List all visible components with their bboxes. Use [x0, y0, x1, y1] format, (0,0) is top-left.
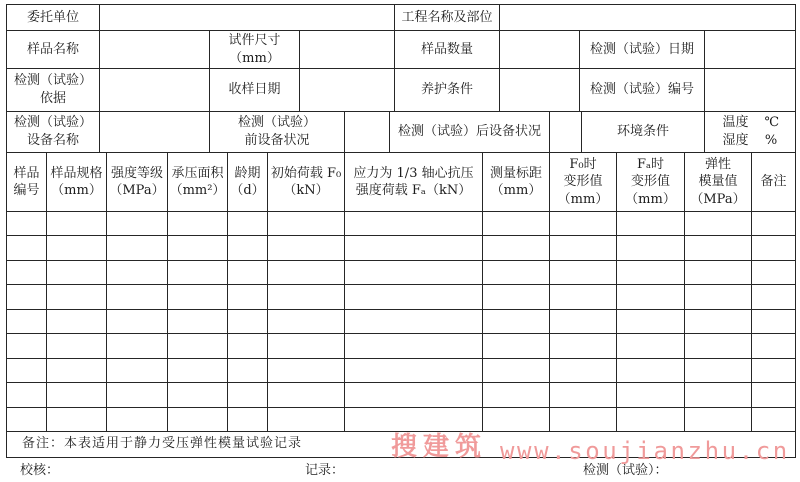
- col-header-deformation-fa: [617, 153, 685, 212]
- cell-elastic-modulus: [685, 359, 752, 383]
- cell-age: [228, 359, 268, 383]
- col-header-unit: （kN）: [283, 183, 329, 198]
- cell-sample-no: [7, 310, 47, 334]
- checker-label: 校核：: [20, 463, 60, 478]
- cell-deformation-f0: [550, 310, 617, 334]
- temperature-humidity-cell: [705, 112, 796, 153]
- cell-bearing-area: [168, 334, 228, 358]
- cell-age: [228, 212, 268, 236]
- cell-age: [228, 236, 268, 260]
- cell-elastic-modulus: [685, 383, 752, 407]
- cell-strength-grade: [107, 212, 168, 236]
- table-row: [7, 261, 796, 285]
- col-header-unit: （mm²）: [169, 183, 226, 198]
- receive-date-label: 收样日期: [210, 69, 300, 112]
- cell-bearing-area: [168, 236, 228, 260]
- cell-age: [228, 285, 268, 309]
- table-row: [7, 236, 796, 260]
- cell-bearing-area: [168, 310, 228, 334]
- cell-bearing-area: [168, 359, 228, 383]
- cell-elastic-modulus: [685, 236, 752, 260]
- form-row-equipment: [7, 112, 796, 153]
- col-header-bearing-area: [168, 153, 228, 212]
- test-number-value: [705, 69, 796, 112]
- cell-gauge-length: [483, 236, 550, 260]
- col-header-strength-grade: [107, 153, 168, 212]
- sample-quantity-label: 样品数量: [395, 31, 500, 69]
- specimen-size-unit: （mm）: [229, 50, 280, 66]
- form-row-client: [7, 5, 796, 31]
- test-basis-label: [7, 69, 100, 112]
- cell-sample-spec: [47, 212, 107, 236]
- col-header-line: 初始荷载 F₀: [270, 165, 342, 181]
- data-rows: [7, 212, 796, 432]
- cell-elastic-modulus: [685, 212, 752, 236]
- cell-initial-load: [268, 408, 345, 432]
- pre-test-status-value: [345, 112, 390, 153]
- specimen-size-label: [210, 31, 300, 69]
- cell-deformation-f0: [550, 383, 617, 407]
- project-value: [500, 5, 796, 31]
- curing-condition-label: 养护条件: [395, 69, 500, 112]
- cell-initial-load: [268, 383, 345, 407]
- col-header-line: Fₐ时: [636, 156, 665, 172]
- cell-remarks: [752, 334, 796, 358]
- receive-date-value: [300, 69, 395, 112]
- cell-elastic-modulus: [685, 285, 752, 309]
- cell-sample-no: [7, 261, 47, 285]
- cell-sample-no: [7, 236, 47, 260]
- col-header-elastic-modulus: [685, 153, 752, 212]
- note-text: 备注：本表适用于静力受压弹性模量试验记录: [7, 432, 796, 458]
- elastic-modulus-test-record-form: [6, 4, 796, 458]
- cell-one-third-load: [345, 359, 483, 383]
- cell-sample-no: [7, 212, 47, 236]
- col-header-line: 龄期: [234, 165, 261, 181]
- cell-bearing-area: [168, 285, 228, 309]
- cell-sample-spec: [47, 383, 107, 407]
- cell-remarks: [752, 285, 796, 309]
- cell-deformation-f0: [550, 408, 617, 432]
- post-test-status-value: [550, 112, 582, 153]
- cell-sample-spec: [47, 236, 107, 260]
- equipment-name-label-line1: 检测（试验）: [13, 115, 92, 130]
- cell-remarks: [752, 310, 796, 334]
- tester-label: 检测（试验）：: [583, 463, 668, 478]
- pre-test-status-label: [210, 112, 345, 153]
- test-number-label: 检测（试验）编号: [580, 69, 705, 112]
- equipment-name-label: [7, 112, 100, 153]
- cell-deformation-f0: [550, 236, 617, 260]
- client-label: 委托单位: [7, 5, 100, 31]
- cell-initial-load: [268, 334, 345, 358]
- cell-initial-load: [268, 236, 345, 260]
- cell-strength-grade: [107, 334, 168, 358]
- table-row: [7, 408, 796, 432]
- watermark-brand: 搜建筑: [391, 432, 488, 462]
- cell-bearing-area: [168, 408, 228, 432]
- sample-quantity-value: [500, 31, 580, 69]
- cell-gauge-length: [483, 285, 550, 309]
- test-date-value: [705, 31, 796, 69]
- cell-sample-spec: [47, 408, 107, 432]
- cell-deformation-fa: [617, 236, 685, 260]
- test-basis-value: [100, 69, 210, 112]
- col-header-line: 承压面积: [171, 165, 224, 181]
- cell-deformation-f0: [550, 359, 617, 383]
- equipment-name-value: [100, 112, 210, 153]
- col-header-line: 应力为 1/3 轴心抗压: [353, 165, 474, 181]
- cell-sample-spec: [47, 285, 107, 309]
- cell-remarks: [752, 408, 796, 432]
- cell-initial-load: [268, 359, 345, 383]
- col-header-line: 变形值: [630, 174, 670, 190]
- cell-age: [228, 310, 268, 334]
- cell-sample-no: [7, 383, 47, 407]
- humidity-label: 湿度: [722, 133, 749, 148]
- cell-gauge-length: [483, 261, 550, 285]
- cell-one-third-load: [345, 236, 483, 260]
- table-row: [7, 310, 796, 334]
- cell-deformation-f0: [550, 261, 617, 285]
- col-header-deformation-f0: [550, 153, 617, 212]
- cell-remarks: [752, 359, 796, 383]
- cell-one-third-load: [345, 285, 483, 309]
- cell-sample-spec: [47, 261, 107, 285]
- col-header-age: [228, 153, 268, 212]
- col-header-unit: （MPa）: [109, 183, 165, 198]
- sample-name-value: [100, 31, 210, 69]
- project-label: 工程名称及部位: [395, 5, 500, 31]
- test-date-label: 检测（试验）日期: [580, 31, 705, 69]
- cell-bearing-area: [168, 261, 228, 285]
- curing-condition-value: [500, 69, 580, 112]
- cell-initial-load: [268, 261, 345, 285]
- cell-age: [228, 408, 268, 432]
- table-row: [7, 359, 796, 383]
- cell-age: [228, 334, 268, 358]
- cell-sample-spec: [47, 310, 107, 334]
- form-row-sample: [7, 31, 796, 69]
- cell-sample-spec: [47, 359, 107, 383]
- cell-one-third-load: [345, 310, 483, 334]
- humidity-line: [722, 132, 777, 150]
- col-header-unit: （mm）: [625, 191, 676, 207]
- col-header-unit: （mm）: [557, 191, 609, 207]
- cell-deformation-fa: [617, 408, 685, 432]
- cell-bearing-area: [168, 383, 228, 407]
- cell-elastic-modulus: [685, 408, 752, 432]
- table-row: [7, 334, 796, 358]
- cell-sample-no: [7, 334, 47, 358]
- cell-one-third-load: [345, 334, 483, 358]
- cell-deformation-fa: [617, 310, 685, 334]
- cell-sample-no: [7, 285, 47, 309]
- col-header-remarks: [752, 153, 796, 212]
- cell-gauge-length: [483, 359, 550, 383]
- cell-remarks: [752, 383, 796, 407]
- col-header-line: 备注: [760, 174, 787, 190]
- cell-initial-load: [268, 310, 345, 334]
- environment-label: 环境条件: [582, 112, 705, 153]
- cell-gauge-length: [483, 212, 550, 236]
- cell-initial-load: [268, 285, 345, 309]
- col-header-unit: （mm）: [490, 183, 542, 198]
- col-header-line: 模量值: [698, 174, 738, 190]
- col-header-gauge-length: [483, 153, 550, 212]
- sample-name-label: 样品名称: [7, 31, 100, 69]
- table-row: [7, 212, 796, 236]
- col-header-sample-spec: [47, 153, 107, 212]
- cell-gauge-length: [483, 310, 550, 334]
- cell-deformation-fa: [617, 285, 685, 309]
- table-row: [7, 383, 796, 407]
- cell-elastic-modulus: [685, 334, 752, 358]
- col-header-unit: （d）: [230, 183, 265, 198]
- col-header-line: 强度等级: [110, 165, 163, 181]
- cell-sample-no: [7, 359, 47, 383]
- test-basis-label-line1: 检测（试验）: [13, 73, 92, 88]
- cell-strength-grade: [107, 359, 168, 383]
- cell-strength-grade: [107, 310, 168, 334]
- cell-one-third-load: [345, 408, 483, 432]
- cell-one-third-load: [345, 383, 483, 407]
- temperature-line: [722, 114, 780, 132]
- cell-deformation-f0: [550, 334, 617, 358]
- cell-deformation-fa: [617, 261, 685, 285]
- cell-elastic-modulus: [685, 310, 752, 334]
- cell-deformation-fa: [617, 334, 685, 358]
- cell-one-third-load: [345, 212, 483, 236]
- cell-age: [228, 383, 268, 407]
- col-header-line: 弹性: [704, 156, 731, 172]
- table-header-row: [7, 153, 796, 212]
- cell-strength-grade: [107, 408, 168, 432]
- cell-deformation-fa: [617, 212, 685, 236]
- cell-gauge-length: [483, 408, 550, 432]
- cell-age: [228, 261, 268, 285]
- cell-gauge-length: [483, 334, 550, 358]
- col-header-line: 样品: [13, 165, 40, 181]
- temperature-label: 温度: [722, 115, 749, 130]
- cell-deformation-f0: [550, 212, 617, 236]
- client-value: [100, 5, 395, 31]
- temperature-unit: ℃: [764, 115, 780, 130]
- col-header-line: 编号: [13, 183, 40, 198]
- cell-strength-grade: [107, 236, 168, 260]
- watermark-url: www.soujianzhu.cn: [500, 437, 790, 465]
- col-header-initial-load: [268, 153, 345, 212]
- post-test-status-label: 检测（试验）后设备状况: [390, 112, 550, 153]
- col-header-line: 测量标距: [489, 165, 542, 181]
- humidity-unit: %: [764, 133, 778, 148]
- cell-deformation-f0: [550, 285, 617, 309]
- col-header-line: F₀时: [569, 156, 597, 172]
- equipment-name-label-line2: 设备名称: [26, 133, 79, 148]
- col-header-sample-no: [7, 153, 47, 212]
- cell-remarks: [752, 236, 796, 260]
- col-header-line: 样品规格: [50, 165, 103, 181]
- cell-bearing-area: [168, 212, 228, 236]
- specimen-size-label-text: 试件尺寸: [228, 32, 281, 48]
- cell-sample-no: [7, 408, 47, 432]
- cell-strength-grade: [107, 261, 168, 285]
- pre-test-status-label-line1: 检测（试验）: [237, 115, 316, 130]
- col-header-unit: （mm）: [51, 183, 102, 198]
- cell-initial-load: [268, 212, 345, 236]
- col-header-one-third-load: [345, 153, 483, 212]
- cell-remarks: [752, 212, 796, 236]
- cell-one-third-load: [345, 261, 483, 285]
- col-header-unit: （MPa）: [690, 191, 746, 207]
- cell-sample-spec: [47, 334, 107, 358]
- test-basis-label-line2: 依据: [39, 91, 66, 106]
- cell-gauge-length: [483, 383, 550, 407]
- table-row: [7, 285, 796, 309]
- cell-strength-grade: [107, 383, 168, 407]
- cell-elastic-modulus: [685, 261, 752, 285]
- col-header-line: 变形值: [563, 174, 603, 190]
- cell-remarks: [752, 261, 796, 285]
- col-header-line: 强度荷载 Fₐ（kN）: [355, 183, 472, 198]
- specimen-size-value: [300, 31, 395, 69]
- pre-test-status-label-line2: 前设备状况: [244, 133, 310, 148]
- cell-deformation-fa: [617, 383, 685, 407]
- form-row-basis: [7, 69, 796, 112]
- cell-strength-grade: [107, 285, 168, 309]
- recorder-label: 记录：: [305, 463, 345, 478]
- cell-deformation-fa: [617, 359, 685, 383]
